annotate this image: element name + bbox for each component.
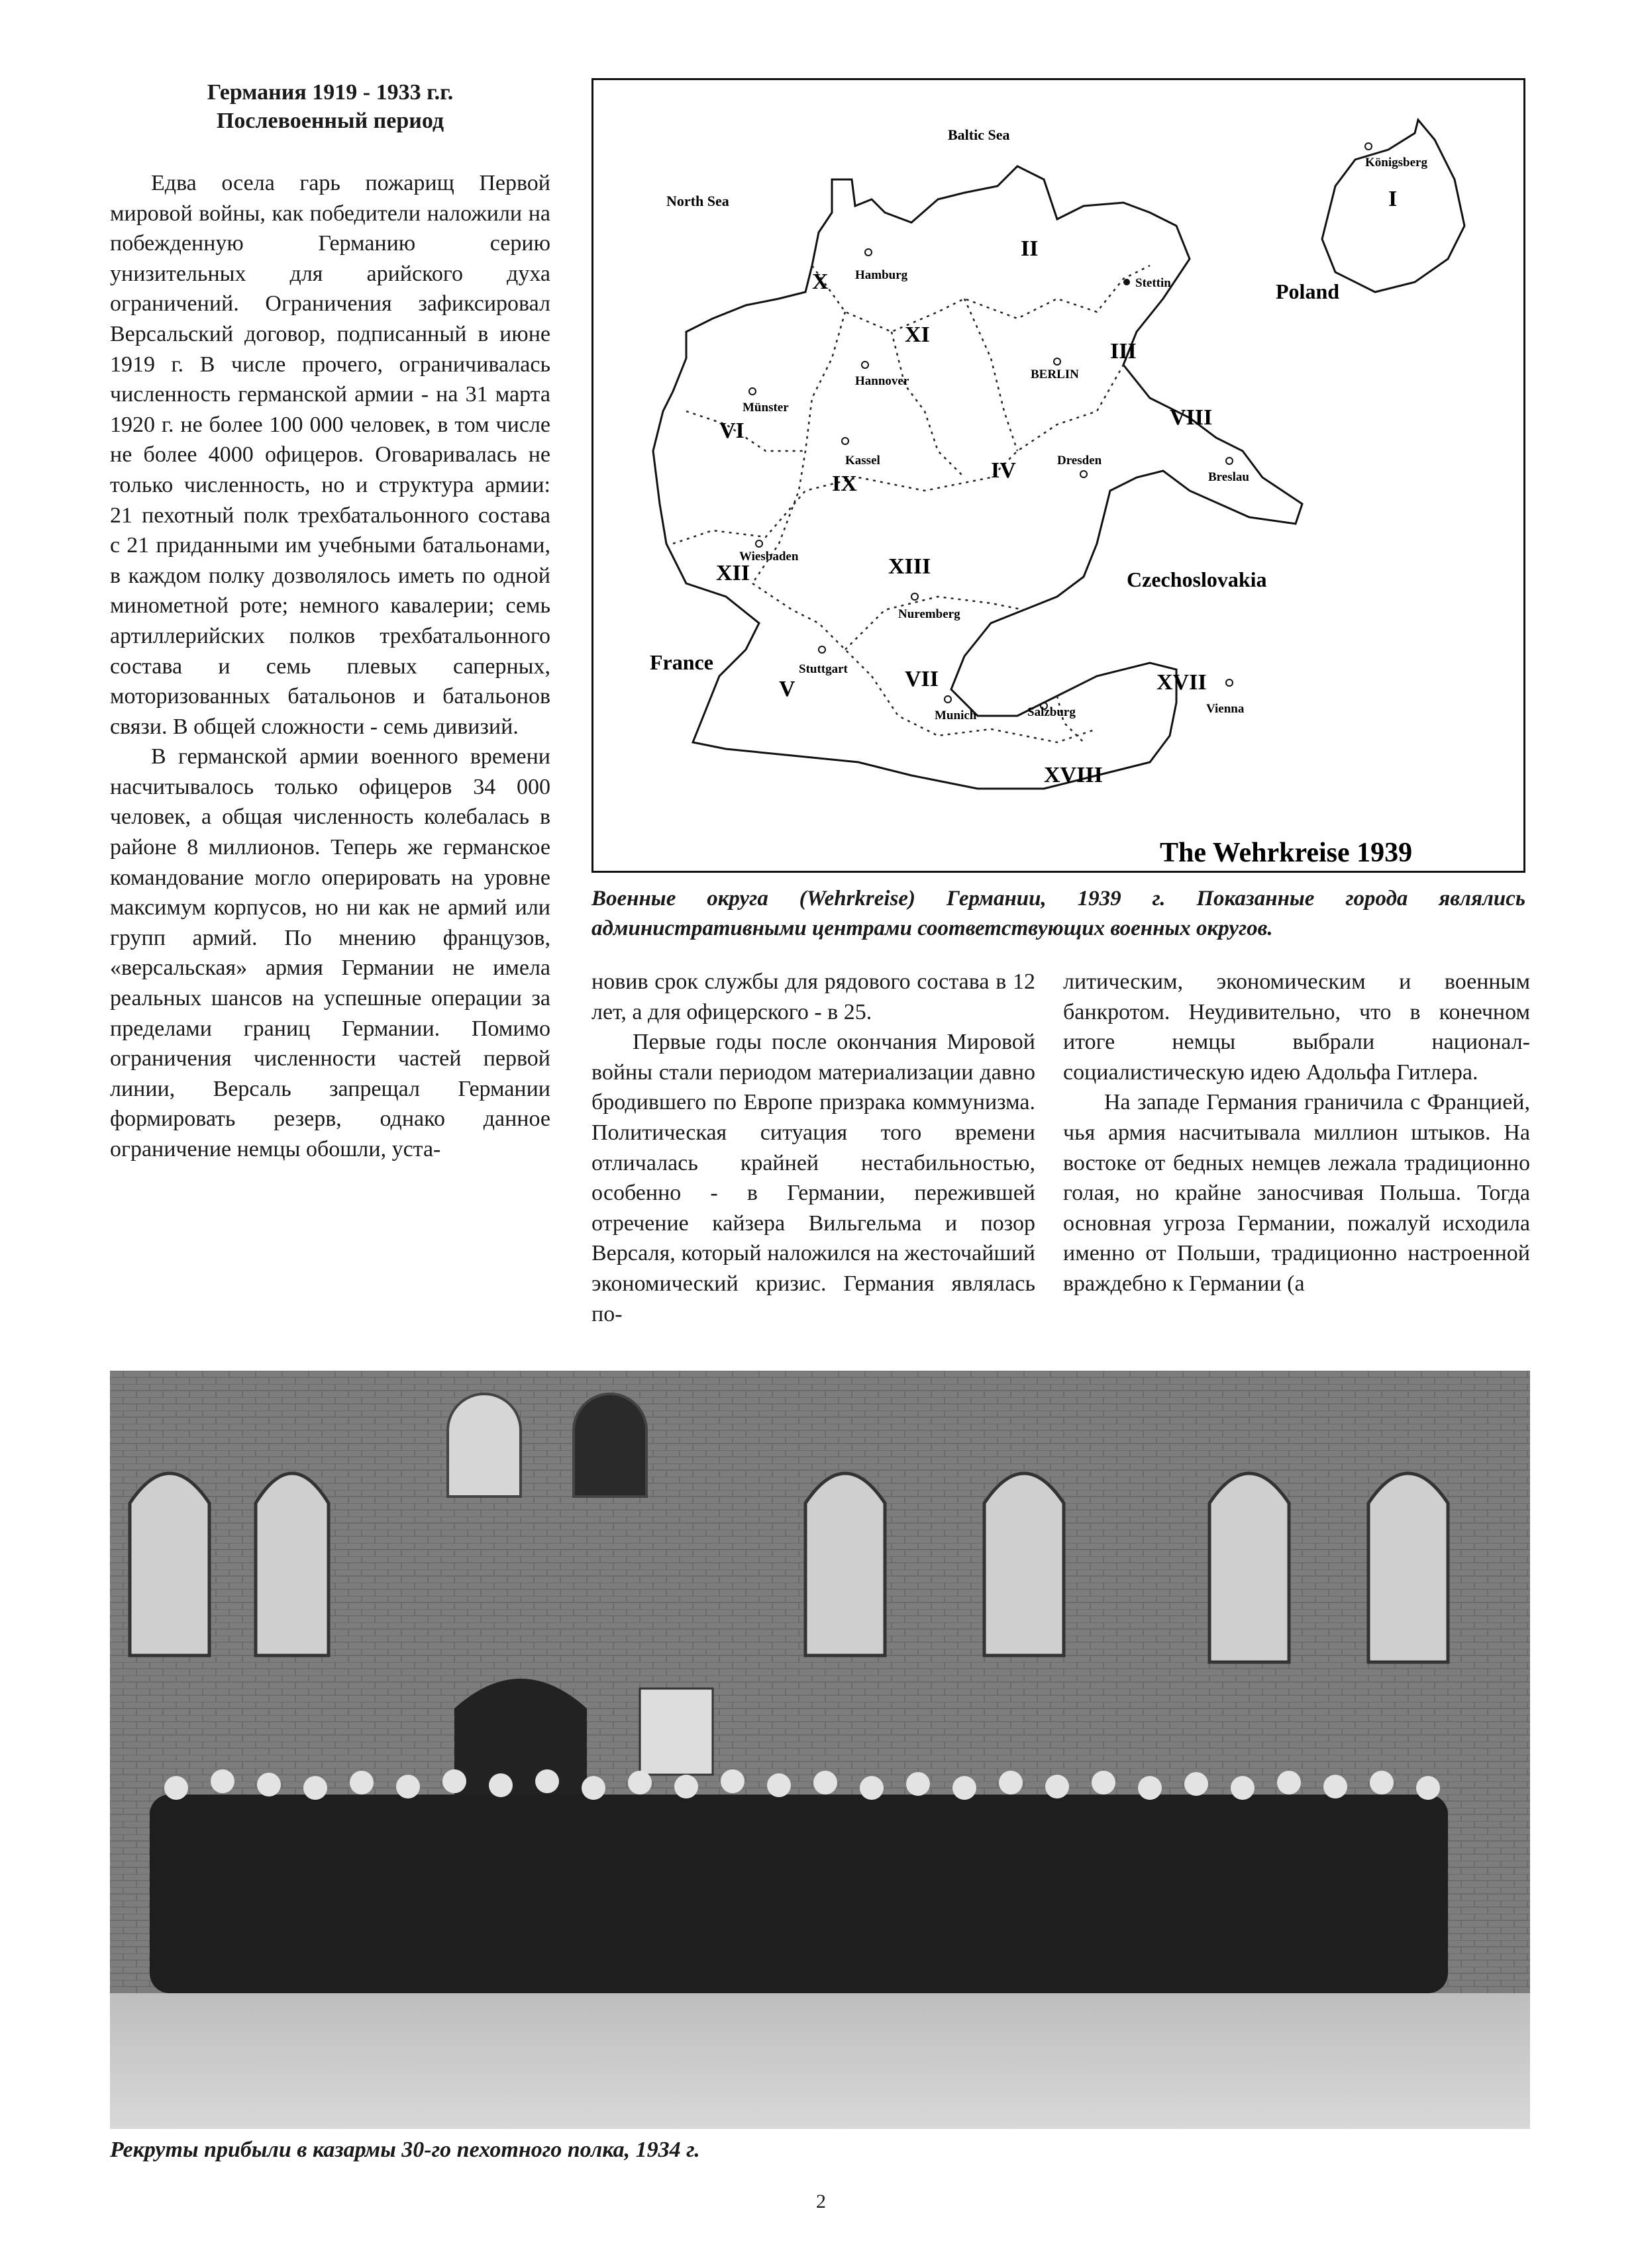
district-label: XVII: [1156, 670, 1207, 695]
district-label: XVIII: [1044, 763, 1103, 787]
map-label-baltic-sea: Baltic Sea: [948, 126, 1010, 143]
city-label: Wiesbaden: [739, 550, 799, 564]
map-label-north-sea: North Sea: [666, 193, 729, 209]
district-label: I: [1388, 187, 1398, 211]
city-label: Vienna: [1206, 702, 1245, 716]
ground: [110, 1993, 1530, 2129]
district-label: XI: [905, 322, 930, 347]
paragraph: На западе Германия граничила с Францией, чья армия насчитывала миллион штыков. На востоке от бедных немцев лежала традиционно голая, но крайне заносчивая Польша. Тогда основная угроза Германии, пожалуй исходила именно от Польши, традиционно настроенной враждебно к Германии (а: [1063, 1090, 1530, 1296]
city-label: Stettin: [1135, 276, 1171, 290]
district-label: X: [812, 270, 829, 294]
paragraph: В германской армии военного времени насчитывалось только офицеров 34 000 человек, а общая численность колебалась в районе 8 миллионов. Теперь же германское командование могло оперировать на уровне максимум корпусов, но ни как не армий или групп армий. По мнению французов, «версальская» армия Германии не имела реальных шансов на успешные операции за пределами границ Германии. Помимо ограничения численности частей первой линии, Версаль запрещал Германии формировать резерв, однако данное ограничение немцы обошли, уста-: [110, 744, 550, 1161]
district-label: II: [1021, 236, 1039, 261]
doorway: [454, 1679, 587, 1795]
district-label: VI: [719, 419, 744, 443]
heading-line-1: Германия 1919 - 1933 г.г.: [207, 80, 454, 105]
photo-drawing: [110, 1371, 1530, 2129]
city-label: BERLIN: [1031, 368, 1079, 381]
left-column: [110, 78, 550, 1165]
paragraph: литическим, экономическим и военным банкротом. Неудивительно, что в конечном итоге немцы выбрали национал-социалистическую идею Адольфа Гитлера.: [1063, 969, 1530, 1085]
district-label: XIII: [888, 554, 931, 579]
city-label: Dresden: [1057, 454, 1102, 468]
map-caption: Военные округа (Wehrkreise) Германии, 1939 г. Показанные города являлись административными центрами соответствующих военных округов.: [591, 887, 1525, 940]
map-label-france: France: [650, 650, 713, 674]
middle-column: [591, 967, 1035, 1329]
district-label: III: [1110, 339, 1137, 364]
city-label: Breslau: [1208, 470, 1249, 484]
wehrkreise-map: [591, 78, 1525, 873]
sign-board: [640, 1689, 713, 1775]
page-number: 2: [816, 2191, 826, 2212]
map-title: The Wehrkreise 1939: [1160, 838, 1413, 868]
city-label: Königsberg: [1365, 156, 1427, 170]
district-label: VII: [905, 667, 939, 691]
right-column: [1063, 967, 1530, 1299]
paragraph: новив срок службы для рядового состава в 12 лет, а для офицерского - в 25.: [591, 969, 1035, 1024]
city-label: Hannover: [855, 374, 909, 388]
district-label: VIII: [1170, 405, 1213, 430]
barracks-photo: [110, 1371, 1530, 2129]
city-label: Münster: [743, 401, 789, 415]
map-label-poland: Poland: [1276, 279, 1340, 303]
district-label: IV: [991, 458, 1016, 483]
city-label: Stuttgart: [799, 662, 848, 676]
city-label: Hamburg: [855, 268, 908, 282]
germany-outline: [653, 166, 1302, 789]
photo-caption: Рекруты прибыли в казармы 30-го пехотного полка, 1934 г.: [110, 2138, 700, 2162]
district-label: XII: [716, 561, 750, 585]
heading-line-2: Послевоенный период: [216, 109, 444, 133]
paragraph: Едва осела гарь пожарищ Первой мировой войны, как победители наложили на побежденную Германию серию унизительных для арийского духа ограничений. Ограничения зафиксировал Версальский договор, подписанный в июне 1919 г. В числе прочего, ограничивалась численность германской армии - на 31 марта 1920 г. не более 100 000 человек, в том числе не более 4000 офицеров. Оговаривалась не только численность, но и структура армии: 21 пехотный полк трехбатальонного состава с 21 приданными им учебными батальонами, в каждом полку дозволялось иметь по одной минометной роте; немного кавалерии; семь артиллерийских полков трехбатальонного состава и семь плевых саперных, моторизованных батальонов и батальонов связи. В общей сложности - семь дивизий.: [110, 171, 550, 739]
city-label: Salzburg: [1027, 705, 1076, 719]
city-label: Kassel: [845, 454, 880, 468]
city-label: Munich: [935, 709, 977, 722]
paragraph: Первые годы после окончания Мировой войны стали периодом материализации давно бродившего по Европе призрака коммунизма. Политическая ситуация того времени отличалась крайней нестабильностью, особенно - в Германии, пережившей отречение кайзера Вильгельма и позор Версаля, который наложился на жесточайший экономический кризис. Германия являлась по-: [591, 1030, 1035, 1326]
map-label-czechoslovakia: Czechoslovakia: [1127, 567, 1267, 591]
article-heading: [110, 78, 550, 135]
crowd: [150, 1769, 1448, 1993]
map-drawing: [593, 80, 1523, 871]
district-label: IX: [832, 471, 857, 496]
city-label: Nuremberg: [898, 607, 960, 621]
district-label: V: [779, 677, 795, 701]
